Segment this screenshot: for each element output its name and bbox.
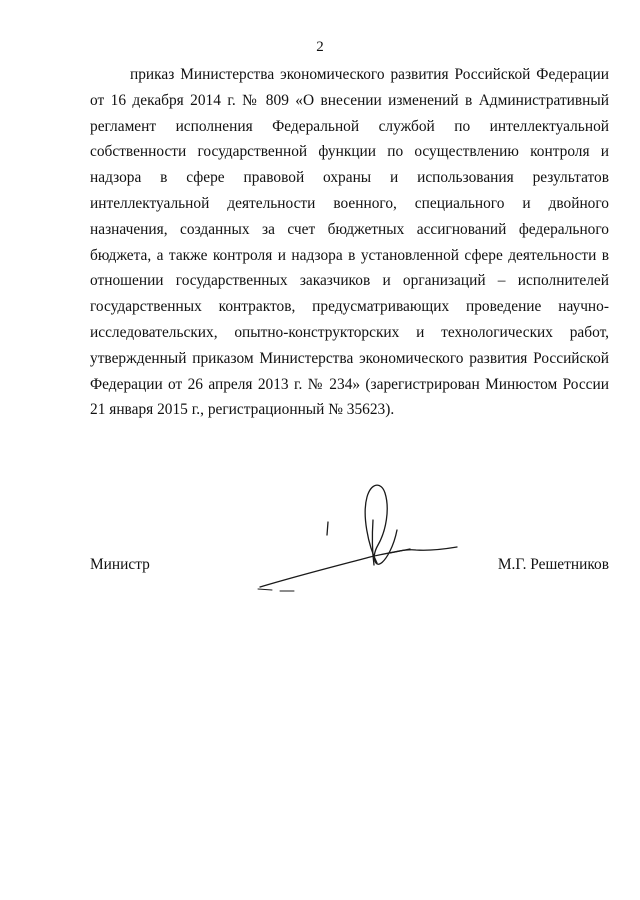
body-paragraph: приказ Министерства экономического развития Российской Федерации от 16 декабря 2014 г. № 809 «О внесении изменений в Административный регламент исполнения Федеральной службой по интеллектуальной собственности государственной функции по осуществлению контроля и надзора в сфере правовой охраны и использования результатов интеллектуальной деятельности военного, специального и двойного назначения, созданных за счет бюджетных ассигнований федерального бюджета, а также контроля и надзора в установленной сфере деятельности в отношении государственных заказчиков и организаций – исполнителей государственных контрактов, предусматривающих проведение научно-исследовательских, опытно-конструкторских и технологических работ, утвержденный приказом Министерства экономического развития Российской Федерации от 26 апреля 2013 г. № 234» (зарегистрирован Минюстом России 21 января 2015 г., регистрационный № 35623). (90, 66, 609, 419)
page-number: 2 (316, 39, 324, 55)
signatory-title: Министр (90, 556, 150, 573)
handwritten-signature (250, 475, 470, 600)
signatory-name: М.Г. Решетников (497, 556, 609, 573)
